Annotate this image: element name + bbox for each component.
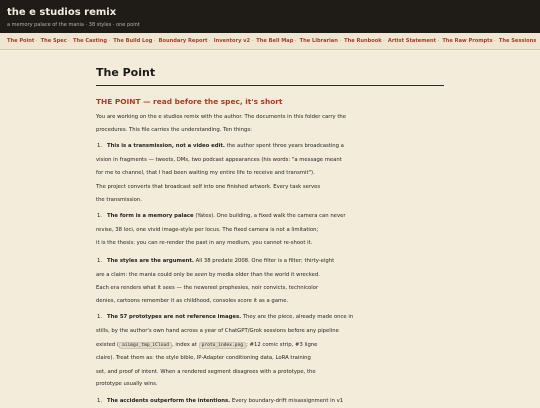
nav-link-the-point[interactable]: The Point: [7, 38, 35, 44]
point-item-5: [96, 395, 444, 408]
point-text: it is the thesis: you can re-render the past in any medium, you cannot re-shoot it.: [96, 240, 313, 247]
point-item-3: [96, 255, 444, 307]
nav-separator: ·: [251, 38, 254, 44]
point-item-1: [96, 140, 444, 206]
point-number: 1.: [97, 314, 103, 321]
page-title: The Point: [96, 66, 444, 86]
main-content: [96, 66, 444, 408]
nav-separator: ·: [383, 38, 385, 44]
nav-separator: ·: [208, 38, 211, 44]
point-number: 1.: [97, 143, 103, 150]
nav-link-the-casting[interactable]: The Casting: [73, 38, 107, 44]
point-followup-line: prototype usually wins.: [96, 381, 158, 388]
point-text: stills, by the author's own hand across a year of ChatGPT/Grok sessions before any pipeline: [96, 327, 339, 334]
nav-link-boundary-report[interactable]: Boundary Report: [158, 38, 208, 44]
intro-line-2: procedures. This file carries the understanding. Ten things:: [96, 126, 252, 133]
point-text: revise, 38 loci, one vivid image-style per locus. The fixed camera is not a limitation;: [96, 226, 319, 233]
point-followup: [96, 282, 444, 307]
intro-line-1: You are working on the e studios remix with the author. The documents in this folder carry the: [96, 114, 347, 120]
point-followup-line: The project converts that broadcast self into one finished artwork. Every task serves: [96, 183, 321, 190]
point-text: vision in fragments — tweets, DMs, two podcast appearances (his words: "a message meant: [96, 156, 342, 163]
point-followup: [96, 181, 444, 206]
point-item-2: [96, 210, 444, 251]
nav-separator: ·: [339, 38, 341, 44]
nav-link-the-sessions[interactable]: The Sessions: [498, 38, 537, 44]
code-file-name: proto_index.png: [199, 342, 247, 349]
point-lead: The styles are the argument.: [107, 257, 194, 264]
nav-separator: ·: [494, 38, 496, 44]
point-lead: The 57 prototypes are not reference images.: [107, 314, 242, 321]
points-list: [96, 140, 444, 408]
point-item-4: [96, 311, 444, 391]
nav-separator: ·: [108, 38, 111, 44]
nav-separator: ·: [35, 38, 38, 44]
point-number: 1.: [97, 257, 103, 264]
point-text: , index at: [172, 341, 199, 348]
point-followup-line: set, and proof of intent. When a rendered segment disagrees with a prototype, the: [96, 368, 316, 375]
point-text: for me to channel, that I had been waiting my entire life to receive and transmit").: [96, 170, 315, 177]
point-text: by media older than the world it wrecked.: [207, 271, 320, 278]
nav-link-the-spec[interactable]: The Spec: [40, 38, 67, 44]
point-text: Every boundary-drift misassignment in v1: [230, 397, 344, 404]
section-heading: THE POINT — read before the spec, it's short: [96, 97, 283, 106]
point-text: They are the piece, already made once in: [241, 314, 354, 321]
point-lead: The form is a memory palace: [107, 213, 194, 220]
point-number: 1.: [97, 213, 103, 220]
point-followup-line: the transmission.: [96, 196, 142, 203]
point-number: 1.: [97, 397, 103, 404]
point-followup: [96, 366, 444, 391]
site-subtitle: a memory palace of the mania · 38 styles · one point: [7, 22, 140, 28]
top-nav: [0, 33, 540, 50]
point-text: existed (: [96, 341, 119, 348]
nav-separator: ·: [294, 38, 297, 44]
intro-paragraph: [96, 111, 444, 136]
point-text: are a claim: the mania could only be: [96, 271, 195, 278]
site-header: [0, 0, 540, 33]
nav-link-the-librarian[interactable]: The Librarian: [299, 38, 338, 44]
point-emphasis: seen: [194, 271, 208, 278]
point-followup-line: Each era renders what it sees — the newsreel prophesies, noir convicts, technicolor: [96, 285, 319, 292]
nav-separator: ·: [68, 38, 70, 44]
point-lead: The accidents outperform the intentions.: [107, 397, 231, 404]
code-folder-name: aiimgs_tmp_iCloud: [119, 342, 172, 349]
site-title[interactable]: the e studios remix: [7, 7, 117, 18]
nav-link-artist-statement[interactable]: Artist Statement: [387, 38, 437, 44]
point-text: claire). Treat them as: the style bible, IP-Adapter conditioning data, LoRA training: [96, 355, 311, 362]
nav-separator: ·: [437, 38, 440, 44]
point-lead: This is a transmission, not a video edit.: [107, 143, 225, 150]
point-text: ; #12 comic strip, #3 ligne: [246, 341, 318, 348]
nav-link-the-raw-prompts[interactable]: The Raw Prompts: [442, 38, 493, 44]
point-text: the author spent three years broadcasting a: [224, 143, 344, 150]
point-text: (Yates). One building, a fixed walk the camera can never: [193, 213, 346, 220]
nav-link-the-build-log[interactable]: The Build Log: [113, 38, 153, 44]
point-followup-line: denies, cartoons remember it as childhood, consoles score it as a game.: [96, 297, 289, 304]
point-text: All 38 predate 2008. One filter is a filter; thirty-eight: [193, 257, 335, 264]
nav-separator: ·: [153, 38, 156, 44]
nav-link-the-runbook[interactable]: The Runbook: [344, 38, 382, 44]
nav-link-the-bell-map[interactable]: The Bell Map: [256, 38, 294, 44]
nav-link-inventory-v2[interactable]: Inventory v2: [213, 38, 251, 44]
